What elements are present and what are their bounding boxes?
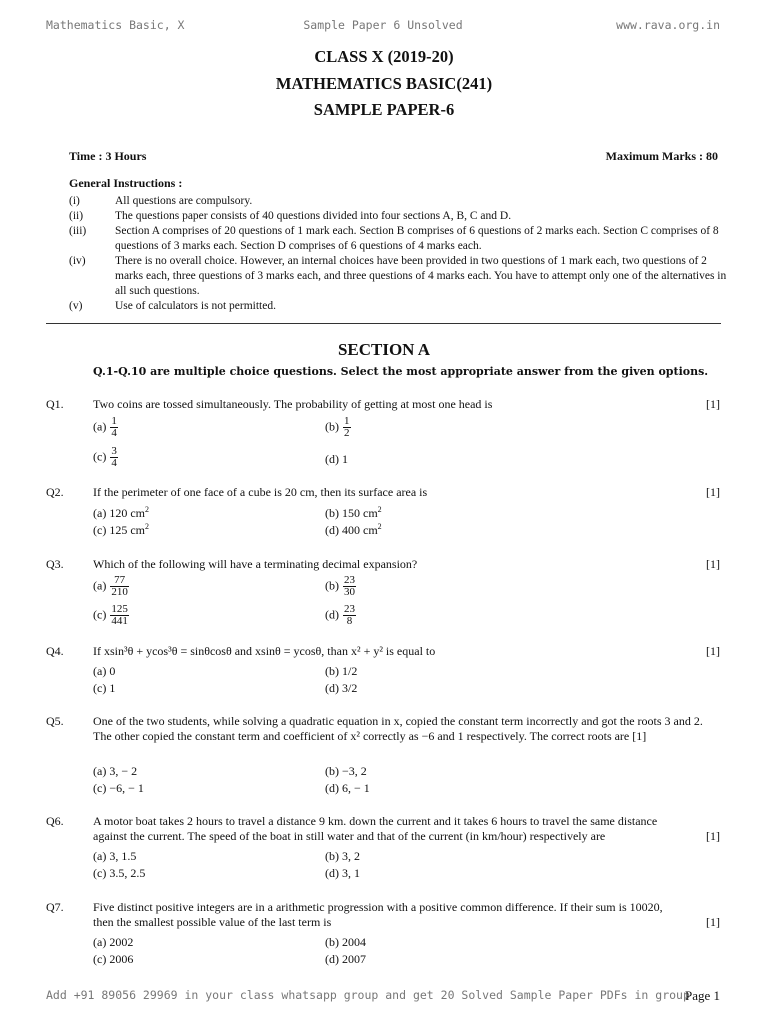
question-text: Two coins are tossed simultaneously. The probability of getting at most one head is — [93, 397, 493, 411]
question-text: If xsin³θ + ycos³θ = sinθcosθ and xsinθ = ycosθ, than x² + y² is equal to — [93, 644, 436, 658]
fraction — [110, 575, 129, 598]
option-a — [93, 505, 149, 521]
option-c: (c) −6, − 1 — [93, 781, 144, 795]
instruction-num: (v) — [69, 300, 83, 312]
instruction-item — [69, 224, 729, 254]
fraction — [343, 575, 356, 598]
question-mark: [1] — [706, 644, 720, 658]
fraction — [343, 416, 351, 439]
instruction-item — [69, 209, 729, 224]
question-number: Q3. — [46, 557, 64, 571]
running-header — [46, 18, 720, 36]
instruction-item — [69, 299, 729, 314]
denominator: 210 — [111, 586, 128, 598]
footer-note: Add +91 89056 29969 in your class whatsapp group and get 20 Solved Sample Paper PDFs in group — [46, 988, 690, 1002]
option-a: (a) 3, 1.5 — [93, 849, 137, 863]
denominator: 2 — [344, 427, 350, 439]
numerator: 23 — [344, 603, 355, 615]
page-number: Page 1 — [684, 988, 720, 1003]
option-a: (a) 2002 — [93, 935, 134, 949]
question-text: A motor boat takes 2 hours to travel a distance 9 km. down the current and it takes 6 hours to travel the same distance against the current. The speed of the boat in still water and that of the current (in km/hour) respectively are — [93, 814, 658, 843]
fraction — [110, 416, 118, 439]
option-text: (a) 120 cm — [93, 506, 145, 520]
title-paper: SAMPLE PAPER-6 — [313, 100, 455, 119]
question-number: Q2. — [46, 485, 64, 499]
question-number: Q6. — [46, 814, 64, 828]
option-c: (c) 3.5, 2.5 — [93, 866, 146, 880]
fraction — [110, 446, 118, 469]
instruction-num: (ii) — [69, 210, 84, 222]
option-label: (a) — [93, 419, 107, 434]
divider — [46, 323, 721, 324]
denominator: 441 — [111, 615, 128, 627]
denominator: 4 — [111, 457, 117, 469]
title-class: CLASS X (2019-20) — [314, 47, 454, 66]
instruction-text: All questions are compulsory. — [115, 195, 253, 207]
option-c — [93, 446, 118, 469]
max-marks-label: Maximum Marks : 80 — [605, 149, 718, 163]
option-d — [325, 522, 382, 538]
header-website: www.rava.org.in — [616, 18, 720, 32]
general-instructions-heading: General Instructions : — [69, 176, 183, 190]
option-label: (b) — [325, 419, 339, 434]
question-mark: [1] — [706, 397, 720, 411]
option-b: (b) 2004 — [325, 935, 366, 949]
numerator: 23 — [344, 574, 355, 586]
superscript: 2 — [377, 505, 382, 514]
question-mark: [1] — [706, 915, 720, 929]
option-c: (c) 2006 — [93, 952, 134, 966]
option-label: (b) — [325, 578, 339, 593]
question-mark: [1] — [706, 557, 720, 571]
option-a — [93, 575, 129, 598]
superscript: 2 — [377, 522, 382, 531]
instruction-num: (i) — [69, 195, 80, 207]
option-b — [325, 416, 351, 439]
question-number: Q5. — [46, 714, 64, 728]
instruction-text: There is no overall choice. However, an internal choices have been provided in two questions of 1 mark each, two questions of 2 marks each, three questions of 3 marks each, and three questions of 4 marks each. You have to attempt only one of the alternatives in all such questions. — [115, 255, 727, 297]
option-label: (c) — [93, 607, 107, 622]
denominator: 8 — [346, 615, 353, 627]
instructions-list — [69, 194, 729, 314]
option-label: (a) — [93, 578, 107, 593]
fraction — [110, 604, 129, 627]
question-text: If the perimeter of one face of a cube is 20 cm, then its surface area is — [93, 485, 428, 499]
numerator: 1 — [344, 415, 350, 427]
option-b — [325, 505, 382, 521]
denominator: 4 — [111, 427, 117, 439]
option-d: (d) 2007 — [325, 952, 366, 966]
option-d — [325, 604, 356, 627]
section-note: Q.1-Q.10 are multiple choice questions. Select the most appropriate answer from the given options. — [93, 365, 709, 378]
option-d: (d) 3/2 — [325, 681, 358, 695]
instruction-item — [69, 194, 729, 209]
header-paper: Sample Paper 6 Unsolved — [303, 18, 463, 32]
superscript: 2 — [144, 505, 149, 514]
option-d: (d) 3, 1 — [325, 866, 360, 880]
fraction — [343, 604, 356, 627]
numerator: 77 — [110, 575, 129, 587]
option-a — [93, 416, 118, 439]
option-b: (b) 1/2 — [325, 664, 358, 678]
option-label: (c) — [93, 449, 107, 464]
instruction-text: Use of calculators is not permitted. — [115, 300, 276, 312]
numerator: 1 — [111, 415, 117, 427]
option-b — [325, 575, 356, 598]
question-text: Five distinct positive integers are in a arithmetic progression with a positive common difference. If their sum is 10020, then the smallest possible value of the last term is — [93, 900, 663, 929]
instruction-text: The questions paper consists of 40 questions divided into four sections A, B, C and D. — [115, 210, 512, 222]
superscript: 2 — [144, 522, 149, 531]
question-mark: [1] — [706, 829, 720, 843]
option-text: (c) 125 cm — [93, 523, 145, 537]
option-label: (d) — [325, 607, 339, 622]
option-d: (d) 1 — [325, 452, 348, 466]
question-number: Q1. — [46, 397, 64, 411]
option-b: (b) 3, 2 — [325, 849, 360, 863]
question-text: One of the two students, while solving a quadratic equation in x, copied the constant term incorrectly and got the roots 3 and 2. The other copied the constant term and coefficient of x² correctly as −6 and 1 respectively. The correct roots are [1] — [93, 714, 703, 743]
exam-meta — [69, 149, 718, 164]
header-subject: Mathematics Basic, X — [46, 18, 185, 32]
question-text: Which of the following will have a terminating decimal expansion? — [93, 557, 418, 571]
option-text: (b) 150 cm — [325, 506, 378, 520]
option-c: (c) 1 — [93, 681, 116, 695]
title-subject: MATHEMATICS BASIC(241) — [275, 74, 493, 93]
numerator: 125 — [111, 603, 128, 615]
instruction-num: (iii) — [69, 225, 87, 237]
numerator: 3 — [111, 445, 117, 457]
instruction-item — [69, 254, 729, 299]
question-mark: [1] — [706, 485, 720, 499]
option-c — [93, 522, 149, 538]
section-heading: SECTION A — [337, 340, 431, 359]
question-number: Q7. — [46, 900, 64, 914]
option-a: (a) 0 — [93, 664, 116, 678]
option-a: (a) 3, − 2 — [93, 764, 138, 778]
option-d: (d) 6, − 1 — [325, 781, 370, 795]
instruction-num: (iv) — [69, 255, 86, 267]
option-c — [93, 604, 129, 627]
time-label: Time : 3 Hours — [69, 149, 147, 163]
option-text: (d) 400 cm — [325, 523, 378, 537]
denominator: 30 — [344, 586, 355, 598]
instruction-text: Section A comprises of 20 questions of 1 mark each. Section B comprises of 6 questions of 2 marks each. Section C comprises of 8 questions of 3 marks each. Section D comprises of 6 questions of 4 marks each. — [115, 225, 719, 252]
option-b: (b) −3, 2 — [325, 764, 367, 778]
question-number: Q4. — [46, 644, 64, 658]
